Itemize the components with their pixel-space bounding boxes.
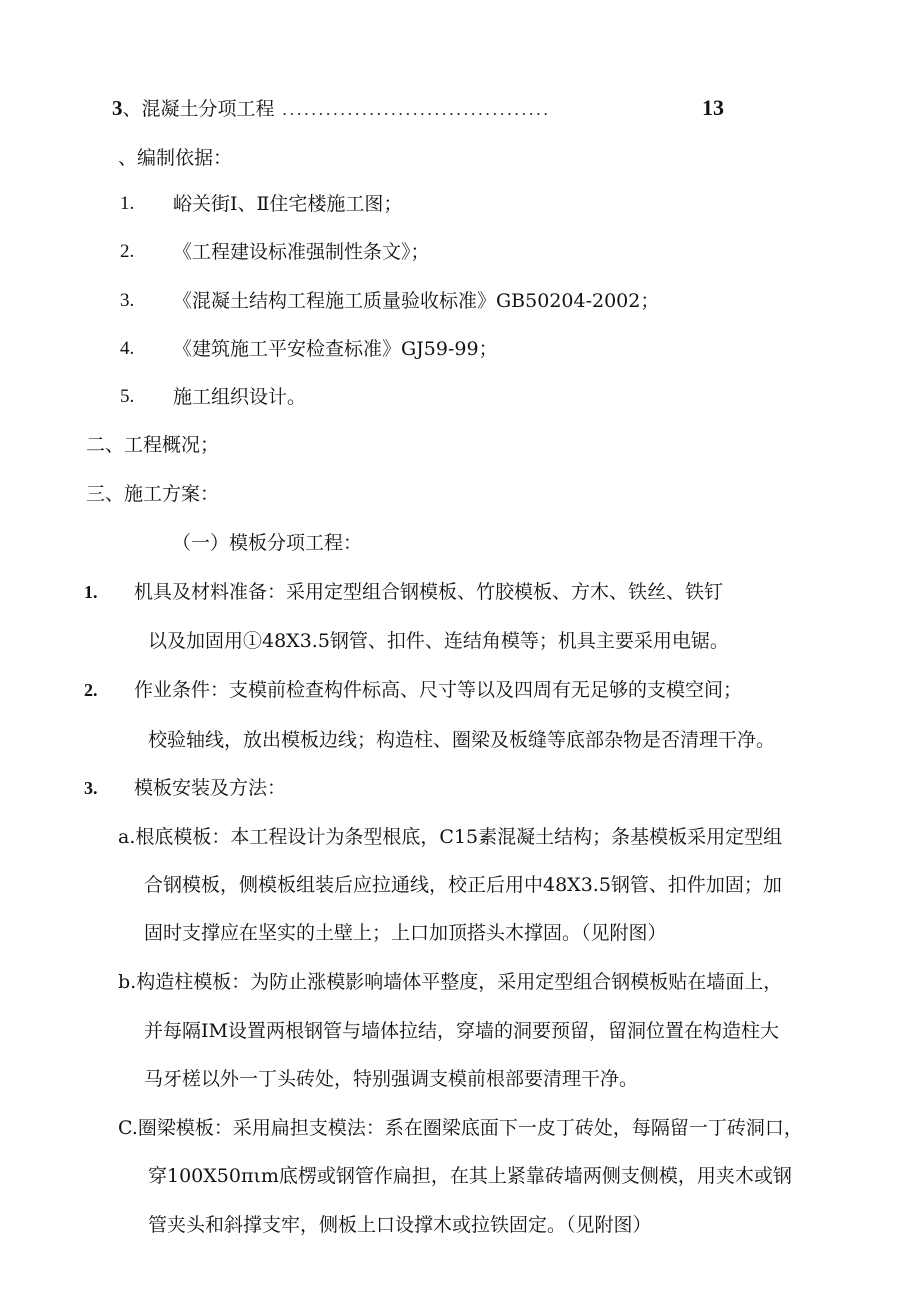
step-text: 机具及材料准备：采用定型组合钢模板、竹胶模板、方木、铁丝、铁钉 [134,581,724,603]
step-text: 模板安装及方法： [134,777,287,799]
method-paragraph-line: 穿100X50πιm底楞或钢管作扁担，在其上紧靠砖墙两侧支侧模，用夹木或钢 [148,1165,792,1187]
method-paragraph-line: b.构造柱模板：为防止涨模影响墙体平整度，采用定型组合钢模板贴在墙面上， [118,971,783,993]
toc-number: 3 [112,96,123,120]
method-paragraph-line: 固时支撑应在坚实的土壁上；上口加顶搭头木撑固。（见附图） [144,922,667,944]
basis-item-text: 峪关街Ⅰ、Ⅱ住宅楼施工图； [173,193,403,215]
toc-leader-dots: ..................................... [282,100,551,119]
section-heading-plan: 三、施工方案： [86,483,220,505]
step-text-continued: 校验轴线，放出模板边线；构造柱、圈梁及板缝等底部杂物是否清理干净。 [148,729,776,751]
subsection-heading-formwork: （一）模板分项工程： [172,532,363,554]
step-text: 作业条件：支模前检查构件标高、尺寸等以及四周有无足够的支模空间； [134,679,743,701]
toc-line [112,96,724,122]
basis-item-text: 《建筑施工平安检查标准》GJ59-99； [173,338,498,360]
step-number: 3. [84,778,98,798]
basis-item-text: 《混凝土结构工程施工质量验收标准》GB50204-2002； [173,290,660,312]
basis-item-number: 4. [120,338,135,359]
basis-item-text: 《工程建设标准强制性条文》； [173,241,430,263]
toc-title: 、混凝土分项工程 [122,98,275,120]
basis-item-number: 2. [120,241,135,262]
method-paragraph-line: 并每隔IM设置两根钢管与墙体拉结，穿墙的洞要预留，留洞位置在构造柱大 [144,1020,779,1042]
method-paragraph-line: C.圈梁模板：采用扁担支模法：系在圈梁底面下一皮丁砖处，每隔留一丁砖洞口， [118,1117,803,1139]
step-text-continued: 以及加固用①48X3.5钢管、扣件、连结角模等；机具主要采用电锯。 [148,630,729,652]
basis-item-number: 5. [120,386,135,407]
method-paragraph-line: 管夹头和斜撑支牢，侧板上口设撑木或拉铁固定。（见附图） [148,1214,652,1236]
basis-item-number: 3. [120,290,135,311]
basis-item-number: 1. [120,193,135,214]
method-paragraph-line: a.根底模板：本工程设计为条型根底，C15素混凝土结构；条基模板采用定型组 [118,826,783,848]
step-number: 1. [84,582,98,602]
basis-heading: 、编制依据： [118,147,233,169]
toc-page-number: 13 [702,95,724,120]
method-paragraph-line: 马牙槎以外一丁头砖处，特别强调支模前根部要清理干净。 [144,1068,639,1090]
basis-item-text: 施工组织设计。 [173,386,307,408]
section-heading-overview: 二、工程概况； [86,434,220,456]
method-paragraph-line: 合钢模板，侧模板组装后应拉通线，校正后用中48X3.5钢管、扣件加固；加 [144,874,782,896]
step-number: 2. [84,680,98,700]
